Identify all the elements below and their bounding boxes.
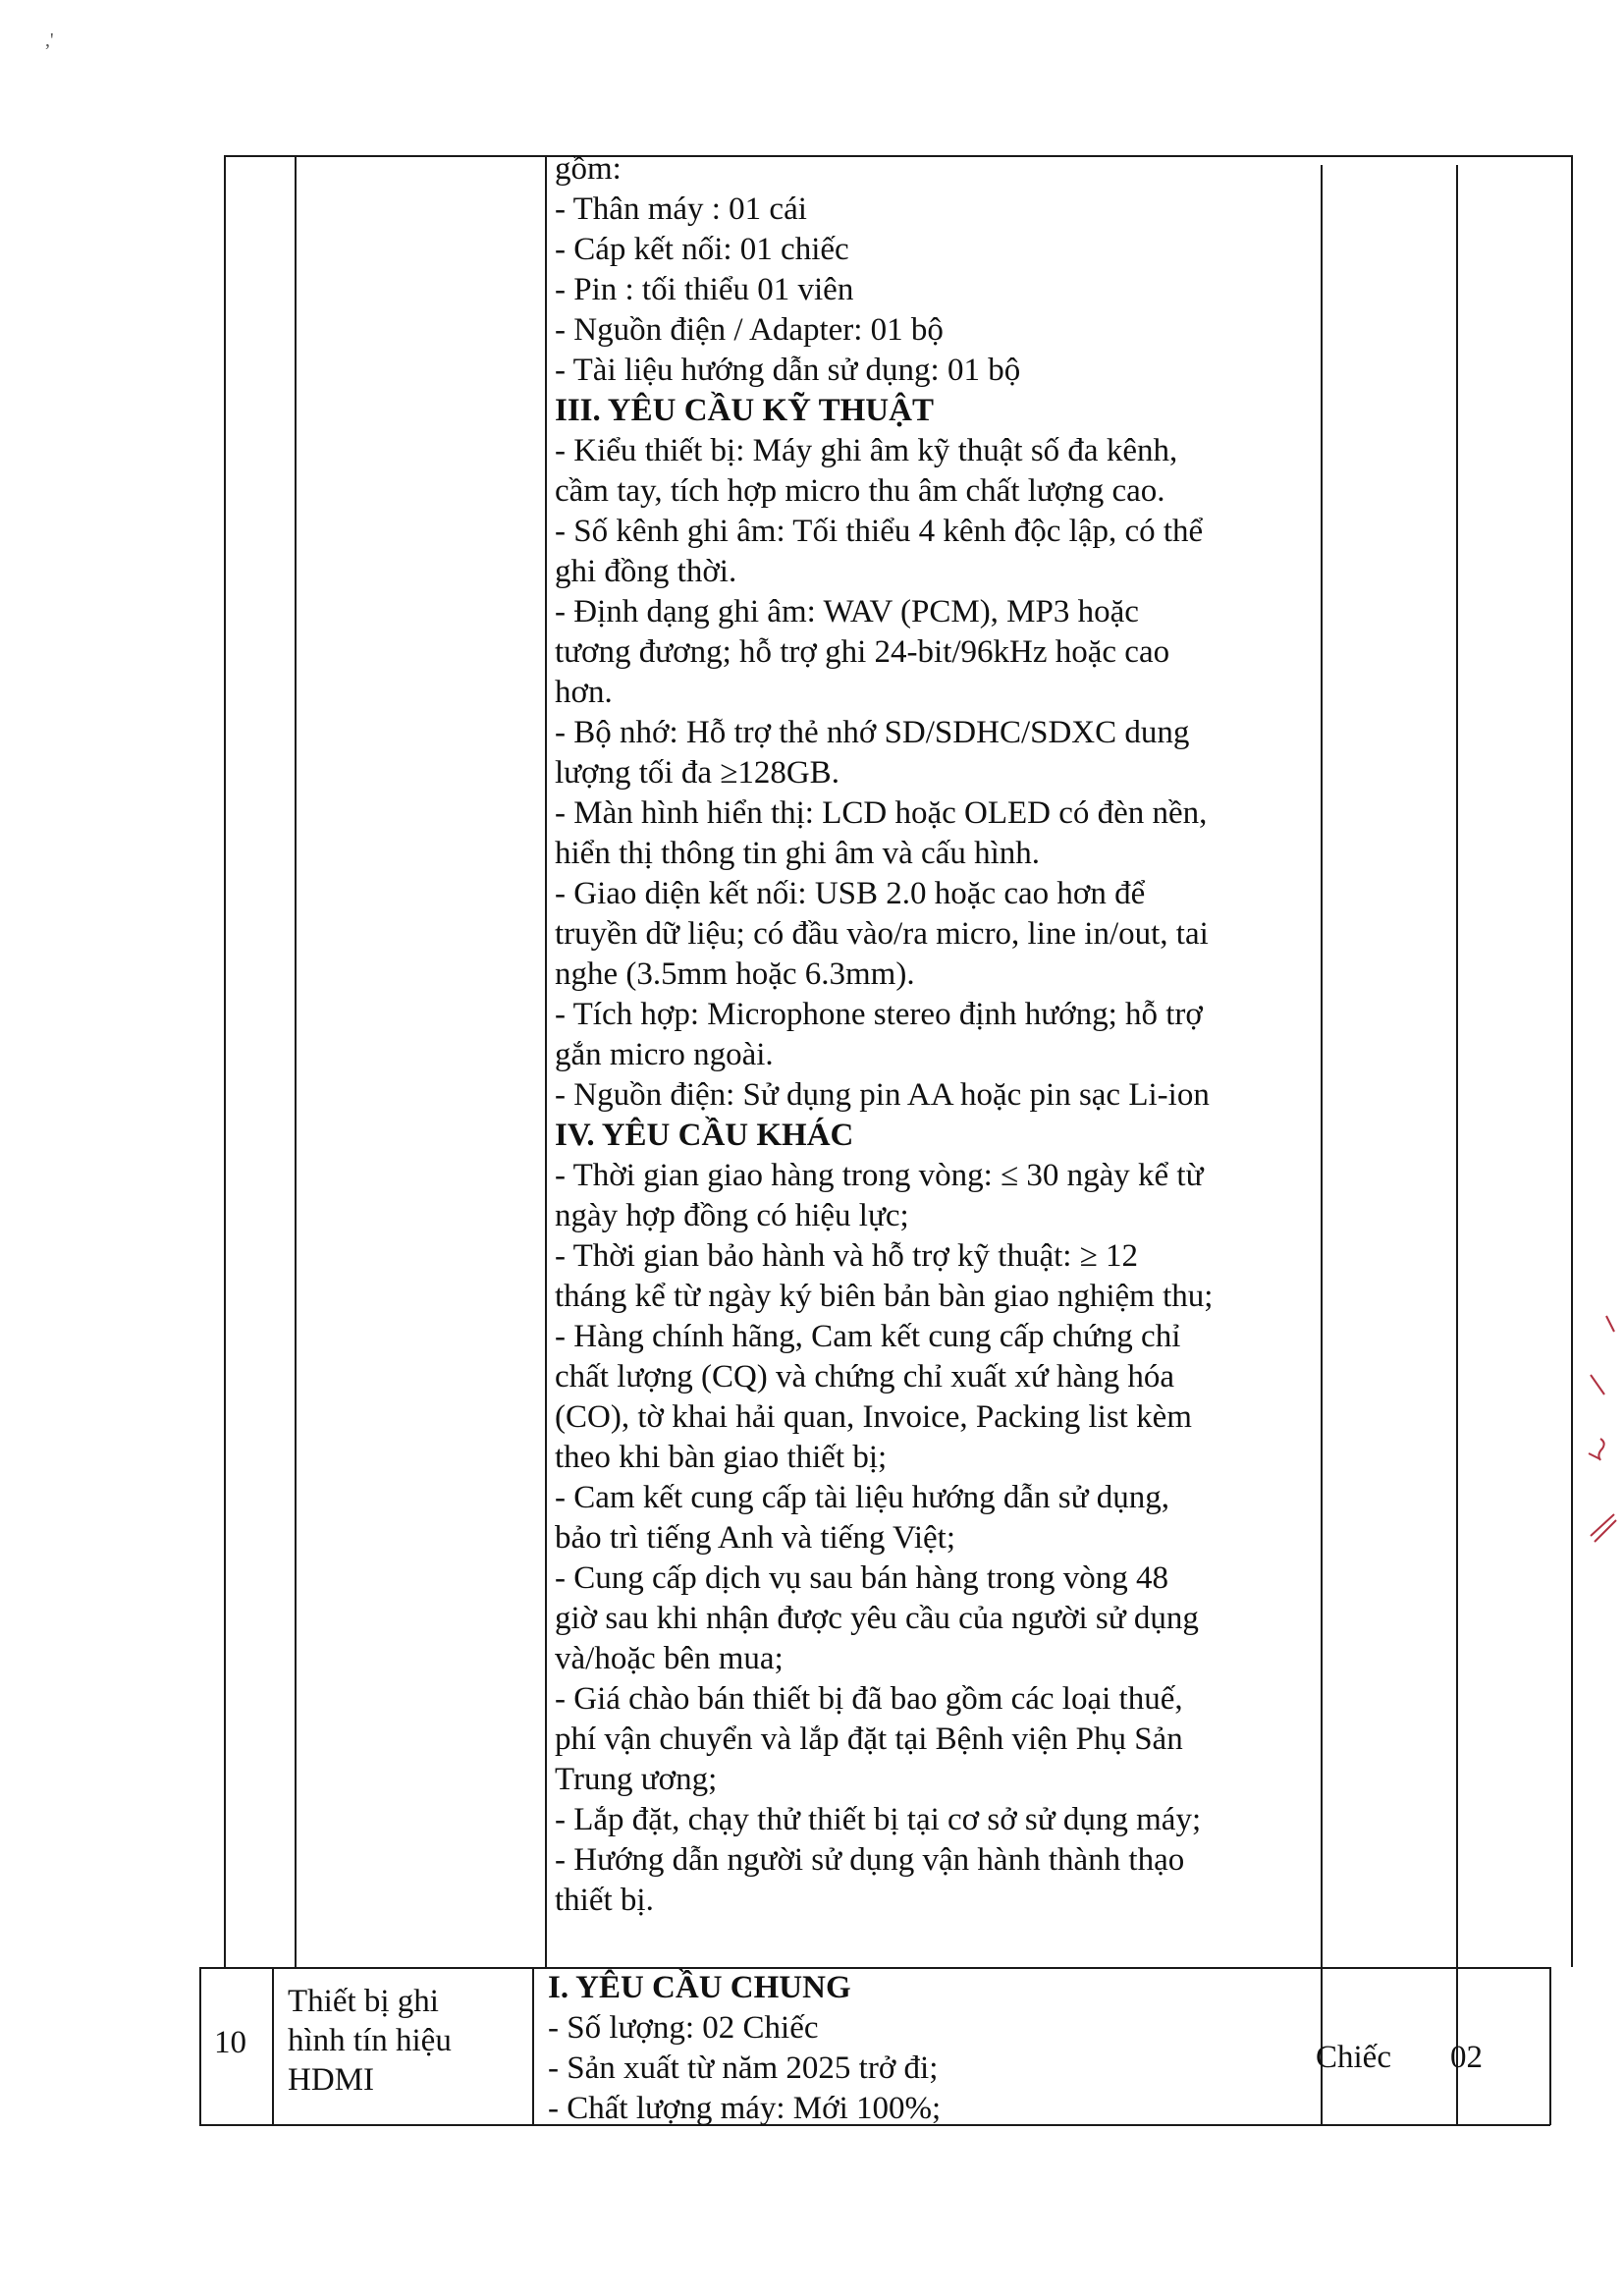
text-line: - Kiểu thiết bị: Máy ghi âm kỹ thuật số đa kênh, xyxy=(555,433,1178,468)
text-line: - Giao diện kết nối: USB 2.0 hoặc cao hơn để xyxy=(555,876,1146,911)
device-name-line: HDMI xyxy=(288,2062,374,2098)
text-line: - Số lượng: 02 Chiếc xyxy=(548,2010,819,2046)
col-border-content-lower xyxy=(532,1967,534,2125)
section-heading: IV. YÊU CẦU KHÁC xyxy=(555,1118,854,1153)
text-line: - Tài liệu hướng dẫn sử dụng: 01 bộ xyxy=(555,353,1021,388)
text-line: - Nguồn điện / Adapter: 01 bộ xyxy=(555,312,944,348)
text-line: - Bộ nhớ: Hỗ trợ thẻ nhớ SD/SDHC/SDXC dung xyxy=(555,715,1190,750)
text-line: - Chất lượng máy: Mới 100%; xyxy=(548,2091,942,2126)
device-name-line: Thiết bị ghi xyxy=(288,1984,439,2019)
text-line: (CO), tờ khai hải quan, Invoice, Packing list kèm xyxy=(555,1399,1192,1435)
text-line: - Màn hình hiển thị: LCD hoặc OLED có đèn nền, xyxy=(555,795,1208,831)
text-line: và/hoặc bên mua; xyxy=(555,1641,784,1676)
unit-cell: Chiếc xyxy=(1316,2040,1391,2075)
text-line: tháng kể từ ngày ký biên bản bàn giao nghiệm thu; xyxy=(555,1279,1214,1314)
text-line: ghi đồng thời. xyxy=(555,554,737,589)
requirements-text-block xyxy=(555,149,1311,1921)
text-line: - Cam kết cung cấp tài liệu hướng dẫn sử dụng, xyxy=(555,1480,1170,1515)
handwritten-margin-marks xyxy=(1571,1296,1620,1552)
text-line: - Lắp đặt, chạy thử thiết bị tại cơ sở sử dụng máy; xyxy=(555,1802,1202,1837)
row10-requirements xyxy=(548,1968,1304,2129)
table-right-border xyxy=(1571,155,1573,1967)
text-line: - Tích hợp: Microphone stereo định hướng; hỗ trợ xyxy=(555,997,1203,1032)
text-line: lượng tối đa ≥128GB. xyxy=(555,755,839,791)
text-line: gồm: xyxy=(555,151,622,187)
text-line: hơn. xyxy=(555,675,613,710)
text-line: giờ sau khi nhận được yêu cầu của người sử dụng xyxy=(555,1601,1199,1636)
col-border-stt-left-lower xyxy=(199,1967,201,2125)
text-line: - Giá chào bán thiết bị đã bao gồm các loại thuế, xyxy=(555,1681,1183,1717)
text-line: - Hướng dẫn người sử dụng vận hành thành thạo xyxy=(555,1842,1185,1878)
col-border-name xyxy=(295,155,297,1967)
text-line: theo khi bàn giao thiết bị; xyxy=(555,1440,888,1475)
text-line: - Thời gian giao hàng trong vòng: ≤ 30 ngày kể từ xyxy=(555,1158,1204,1193)
text-line: Trung ương; xyxy=(555,1762,718,1797)
text-line: thiết bị. xyxy=(555,1883,654,1918)
row-number: 10 xyxy=(214,2025,246,2060)
text-line: - Hàng chính hãng, Cam kết cung cấp chứng chỉ xyxy=(555,1319,1181,1354)
scan-speck: ,' xyxy=(45,29,54,51)
device-name-line: hình tín hiệu xyxy=(288,2023,452,2058)
text-line: truyền dữ liệu; có đầu vào/ra micro, line in/out, tai xyxy=(555,916,1209,952)
text-line: tương đương; hỗ trợ ghi 24-bit/96kHz hoặc cao xyxy=(555,634,1170,670)
text-line: - Thân máy : 01 cái xyxy=(555,191,807,227)
section-heading: III. YÊU CẦU KỸ THUẬT xyxy=(555,393,934,428)
text-line: cầm tay, tích hợp micro thu âm chất lượng cao. xyxy=(555,473,1165,509)
text-line: chất lượng (CQ) và chứng chỉ xuất xứ hàng hóa xyxy=(555,1359,1175,1394)
col-border-content xyxy=(545,155,547,1967)
col-border-unit xyxy=(1321,165,1323,2125)
text-line: - Sản xuất từ năm 2025 trở đi; xyxy=(548,2050,939,2086)
text-line: phí vận chuyển và lắp đặt tại Bệnh viện Phụ Sản xyxy=(555,1722,1183,1757)
text-line: - Cung cấp dịch vụ sau bán hàng trong vòng 48 xyxy=(555,1560,1169,1596)
text-line: - Pin : tối thiểu 01 viên xyxy=(555,272,854,307)
col-border-qty xyxy=(1456,165,1458,2125)
text-line: - Định dạng ghi âm: WAV (PCM), MP3 hoặc xyxy=(555,594,1139,629)
text-line: - Số kênh ghi âm: Tối thiểu 4 kênh độc lập, có thể xyxy=(555,514,1204,549)
section-heading: I. YÊU CẦU CHUNG xyxy=(548,1970,851,2005)
quantity-cell: 02 xyxy=(1450,2040,1483,2075)
device-name xyxy=(288,1982,523,2100)
text-line: - Nguồn điện: Sử dụng pin AA hoặc pin sạc Li-ion xyxy=(555,1077,1210,1113)
text-line: bảo trì tiếng Anh và tiếng Việt; xyxy=(555,1520,956,1556)
text-line: hiển thị thông tin ghi âm và cấu hình. xyxy=(555,836,1041,871)
text-line: ngày hợp đồng có hiệu lực; xyxy=(555,1198,909,1233)
col-border-name-lower xyxy=(272,1967,274,2125)
text-line: - Thời gian bảo hành và hỗ trợ kỹ thuật: ≥ 12 xyxy=(555,1238,1139,1274)
text-line: - Cáp kết nối: 01 chiếc xyxy=(555,232,849,267)
table-right-border-lower xyxy=(1549,1967,1551,2125)
text-line: nghe (3.5mm hoặc 6.3mm). xyxy=(555,957,915,992)
text-line: gắn micro ngoài. xyxy=(555,1037,774,1072)
col-border-stt-left xyxy=(224,155,226,1967)
